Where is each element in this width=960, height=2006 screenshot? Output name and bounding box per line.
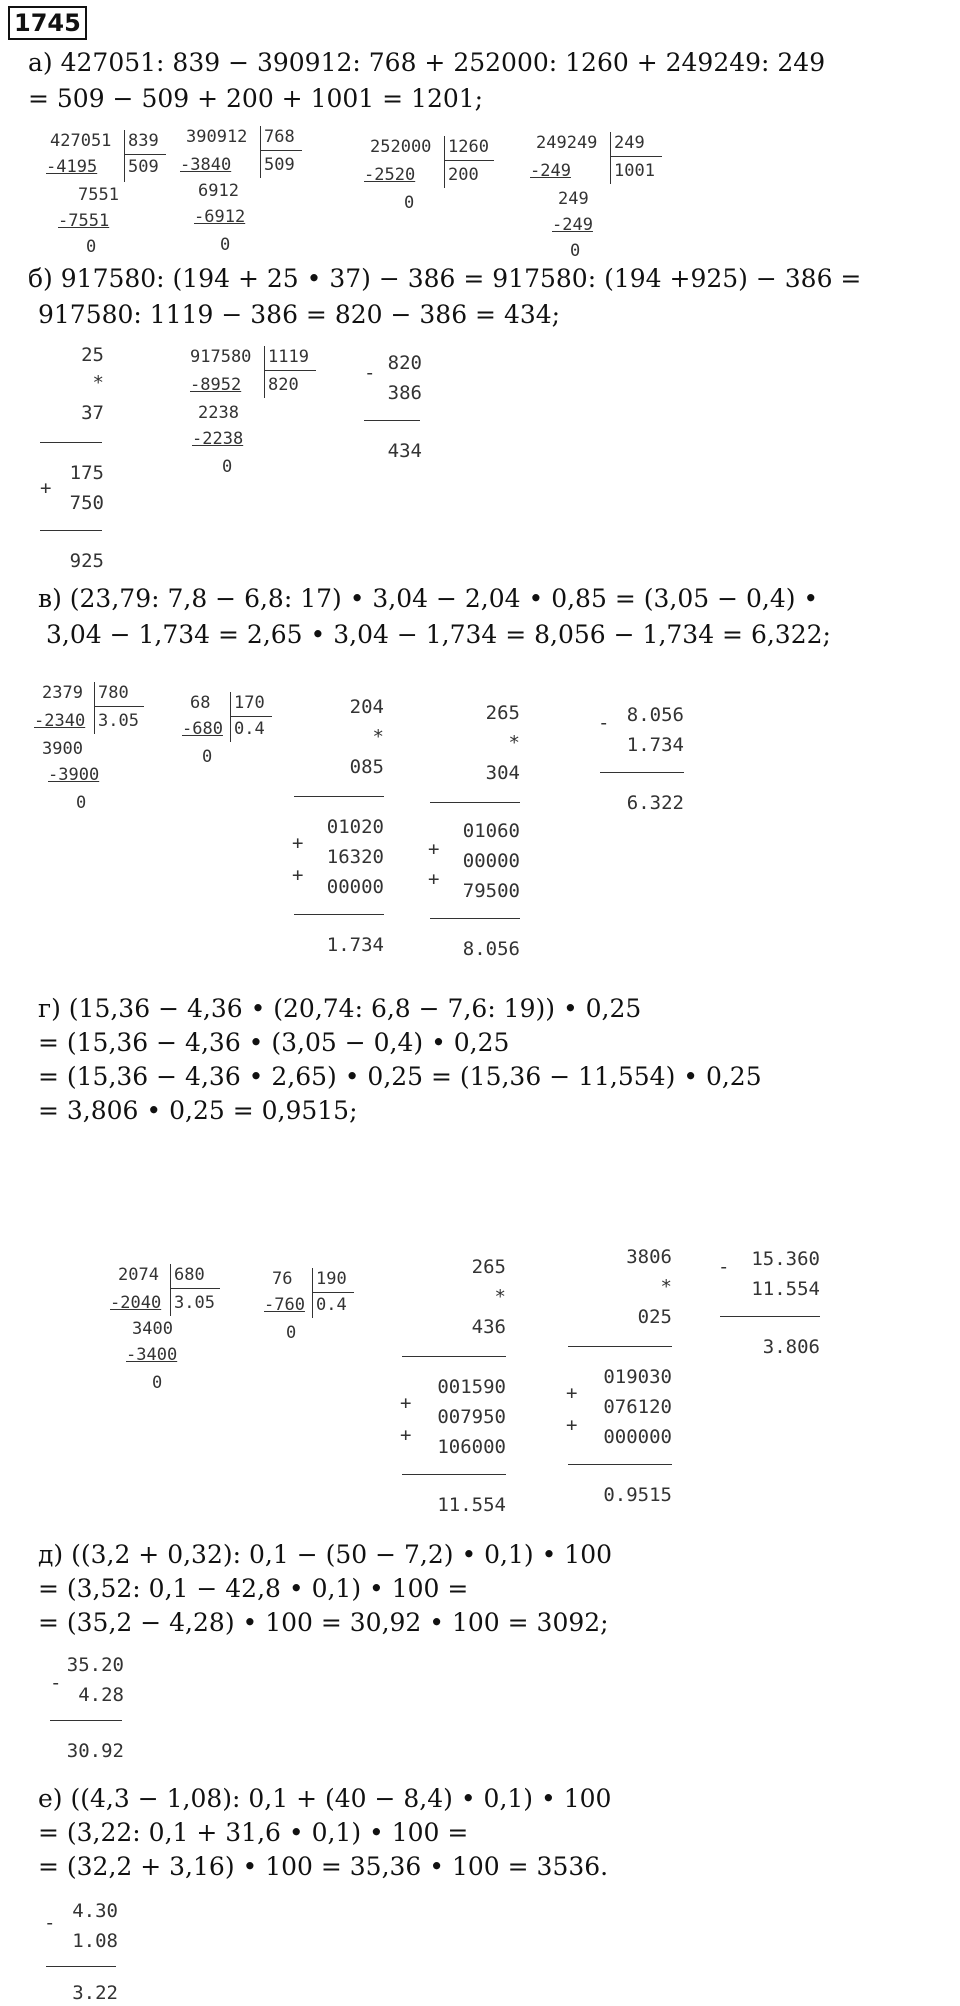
- part-d-line-3: = (35,2 − 4,28) • 100 = 30,92 • 100 = 3092;: [38, 1608, 609, 1637]
- problem-number: 1745: [8, 6, 87, 40]
- part-g-line-1: г) (15,36 − 4,36 • (20,74: 6,8 − 7,6: 19)) • 0,25: [38, 994, 642, 1023]
- part-d-line-1: д) ((3,2 + 0,32): 0,1 − (50 − 7,2) • 0,1) • 100: [38, 1540, 613, 1569]
- part-e-line-1: е) ((4,3 − 1,08): 0,1 + (40 − 8,4) • 0,1) • 100: [38, 1784, 612, 1813]
- part-v-line-2: 3,04 − 1,734 = 2,65 • 3,04 − 1,734 = 8,056 − 1,734 = 6,322;: [46, 620, 831, 649]
- part-v-line-1: в) (23,79: 7,8 − 6,8: 17) • 3,04 − 2,04 • 0,85 = (3,05 − 0,4) •: [38, 584, 819, 613]
- part-a-line-1: а) 427051: 839 − 390912: 768 + 252000: 1260 + 249249: 249: [28, 48, 826, 77]
- part-a-line-2: = 509 − 509 + 200 + 1001 = 1201;: [28, 84, 484, 113]
- part-e-line-3: = (32,2 + 3,16) • 100 = 35,36 • 100 = 3536.: [38, 1852, 609, 1881]
- part-d-line-2: = (3,52: 0,1 − 42,8 • 0,1) • 100 =: [38, 1574, 469, 1603]
- part-g-line-2: = (15,36 − 4,36 • (3,05 − 0,4) • 0,25: [38, 1028, 510, 1057]
- part-b-line-1: б) 917580: (194 + 25 • 37) − 386 = 917580: (194 +925) − 386 =: [28, 264, 862, 293]
- part-b-line-2: 917580: 1119 − 386 = 820 − 386 = 434;: [38, 300, 561, 329]
- part-e-line-2: = (3,22: 0,1 + 31,6 • 0,1) • 100 =: [38, 1818, 469, 1847]
- part-g-line-3: = (15,36 − 4,36 • 2,65) • 0,25 = (15,36 − 11,554) • 0,25: [38, 1062, 762, 1091]
- part-g-line-4: = 3,806 • 0,25 = 0,9515;: [38, 1096, 358, 1125]
